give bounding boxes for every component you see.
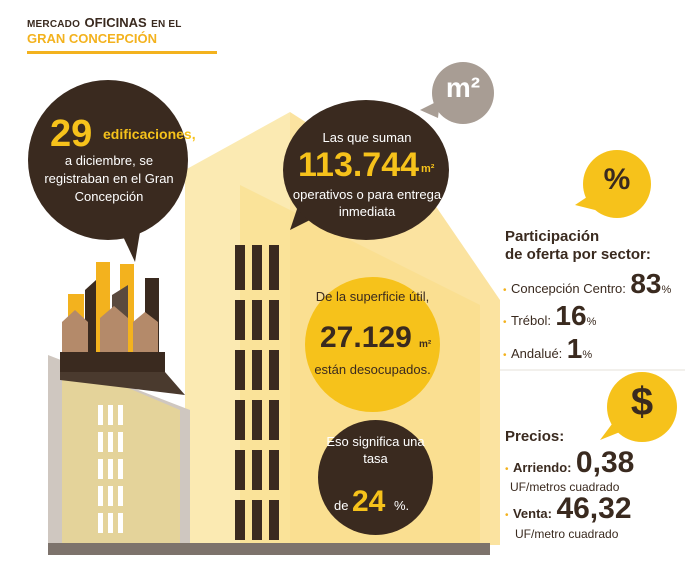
header-underline — [27, 51, 217, 54]
superficie-intro: Las que suman — [322, 130, 412, 145]
bullet-icon: • — [505, 510, 509, 521]
precios-title: Precios: — [505, 428, 565, 445]
sector-value: 1 — [566, 333, 583, 364]
dollar-icon: $ — [630, 380, 654, 424]
venta-label: Venta: — [512, 506, 552, 521]
desocupados-unit: m² — [419, 339, 432, 350]
vacancia-suffix: %. — [394, 498, 410, 513]
venta-value: 46,32 — [556, 492, 632, 525]
precio-arriendo — [505, 446, 634, 480]
sector-row-trebol — [503, 300, 596, 332]
bullet-icon: • — [503, 350, 507, 361]
header-subtitle: GRAN CONCEPCIÓN — [27, 31, 158, 46]
arriendo-label: Arriendo: — [512, 460, 572, 475]
desocupados-text: están desocupados. — [314, 362, 431, 377]
sector-label: Trébol: — [510, 313, 551, 328]
sector-row-centro — [503, 268, 671, 300]
participacion-title-line1: Participación — [505, 228, 600, 245]
m2-icon: m² — [445, 72, 481, 103]
vacancia-number: 24 — [352, 485, 386, 518]
arriendo-value: 0,38 — [575, 446, 635, 479]
bullet-icon: • — [503, 317, 507, 328]
sector-unit: % — [582, 349, 593, 361]
participacion-title — [505, 228, 651, 264]
desocupados-number: 27.129 — [320, 321, 412, 354]
header-prefix: MERCADO — [27, 19, 81, 30]
header-title: OFICINAS — [84, 15, 147, 30]
sector-label: Concepción Centro: — [510, 281, 626, 296]
edificaciones-number: 29 — [50, 113, 93, 155]
superficie-unit: m² — [421, 163, 435, 175]
bullet-icon: • — [503, 285, 507, 296]
vacancia-prefix: de — [334, 498, 349, 513]
sector-unit: % — [661, 284, 672, 296]
header-suffix: EN EL — [151, 19, 182, 30]
infographic-header — [27, 14, 217, 46]
precio-venta — [505, 492, 632, 526]
sector-value: 16 — [555, 300, 587, 331]
superficie-number: 113.744 — [298, 146, 420, 184]
participacion-title-line2: de oferta por sector: — [505, 246, 651, 263]
bullet-icon: • — [505, 464, 509, 475]
desocupados-intro: De la superficie útil, — [315, 289, 430, 304]
sector-row-andalue — [503, 333, 592, 365]
edificaciones-word: edificaciones, — [103, 126, 196, 142]
superficie-text: operativos o para entrega inmediata — [292, 187, 442, 219]
vacancia-text: Eso significa una tasa — [326, 434, 425, 466]
percent-icon: % — [603, 163, 631, 196]
sector-label: Andalué: — [510, 346, 563, 361]
venta-unit: UF/metro cuadrado — [515, 527, 619, 541]
arriendo-unit: UF/metros cuadrado — [510, 480, 620, 494]
sector-value: 83 — [630, 268, 662, 299]
sector-unit: % — [586, 316, 597, 328]
edificaciones-text: a diciembre, se registraban en el Gran Concepción — [44, 153, 174, 204]
